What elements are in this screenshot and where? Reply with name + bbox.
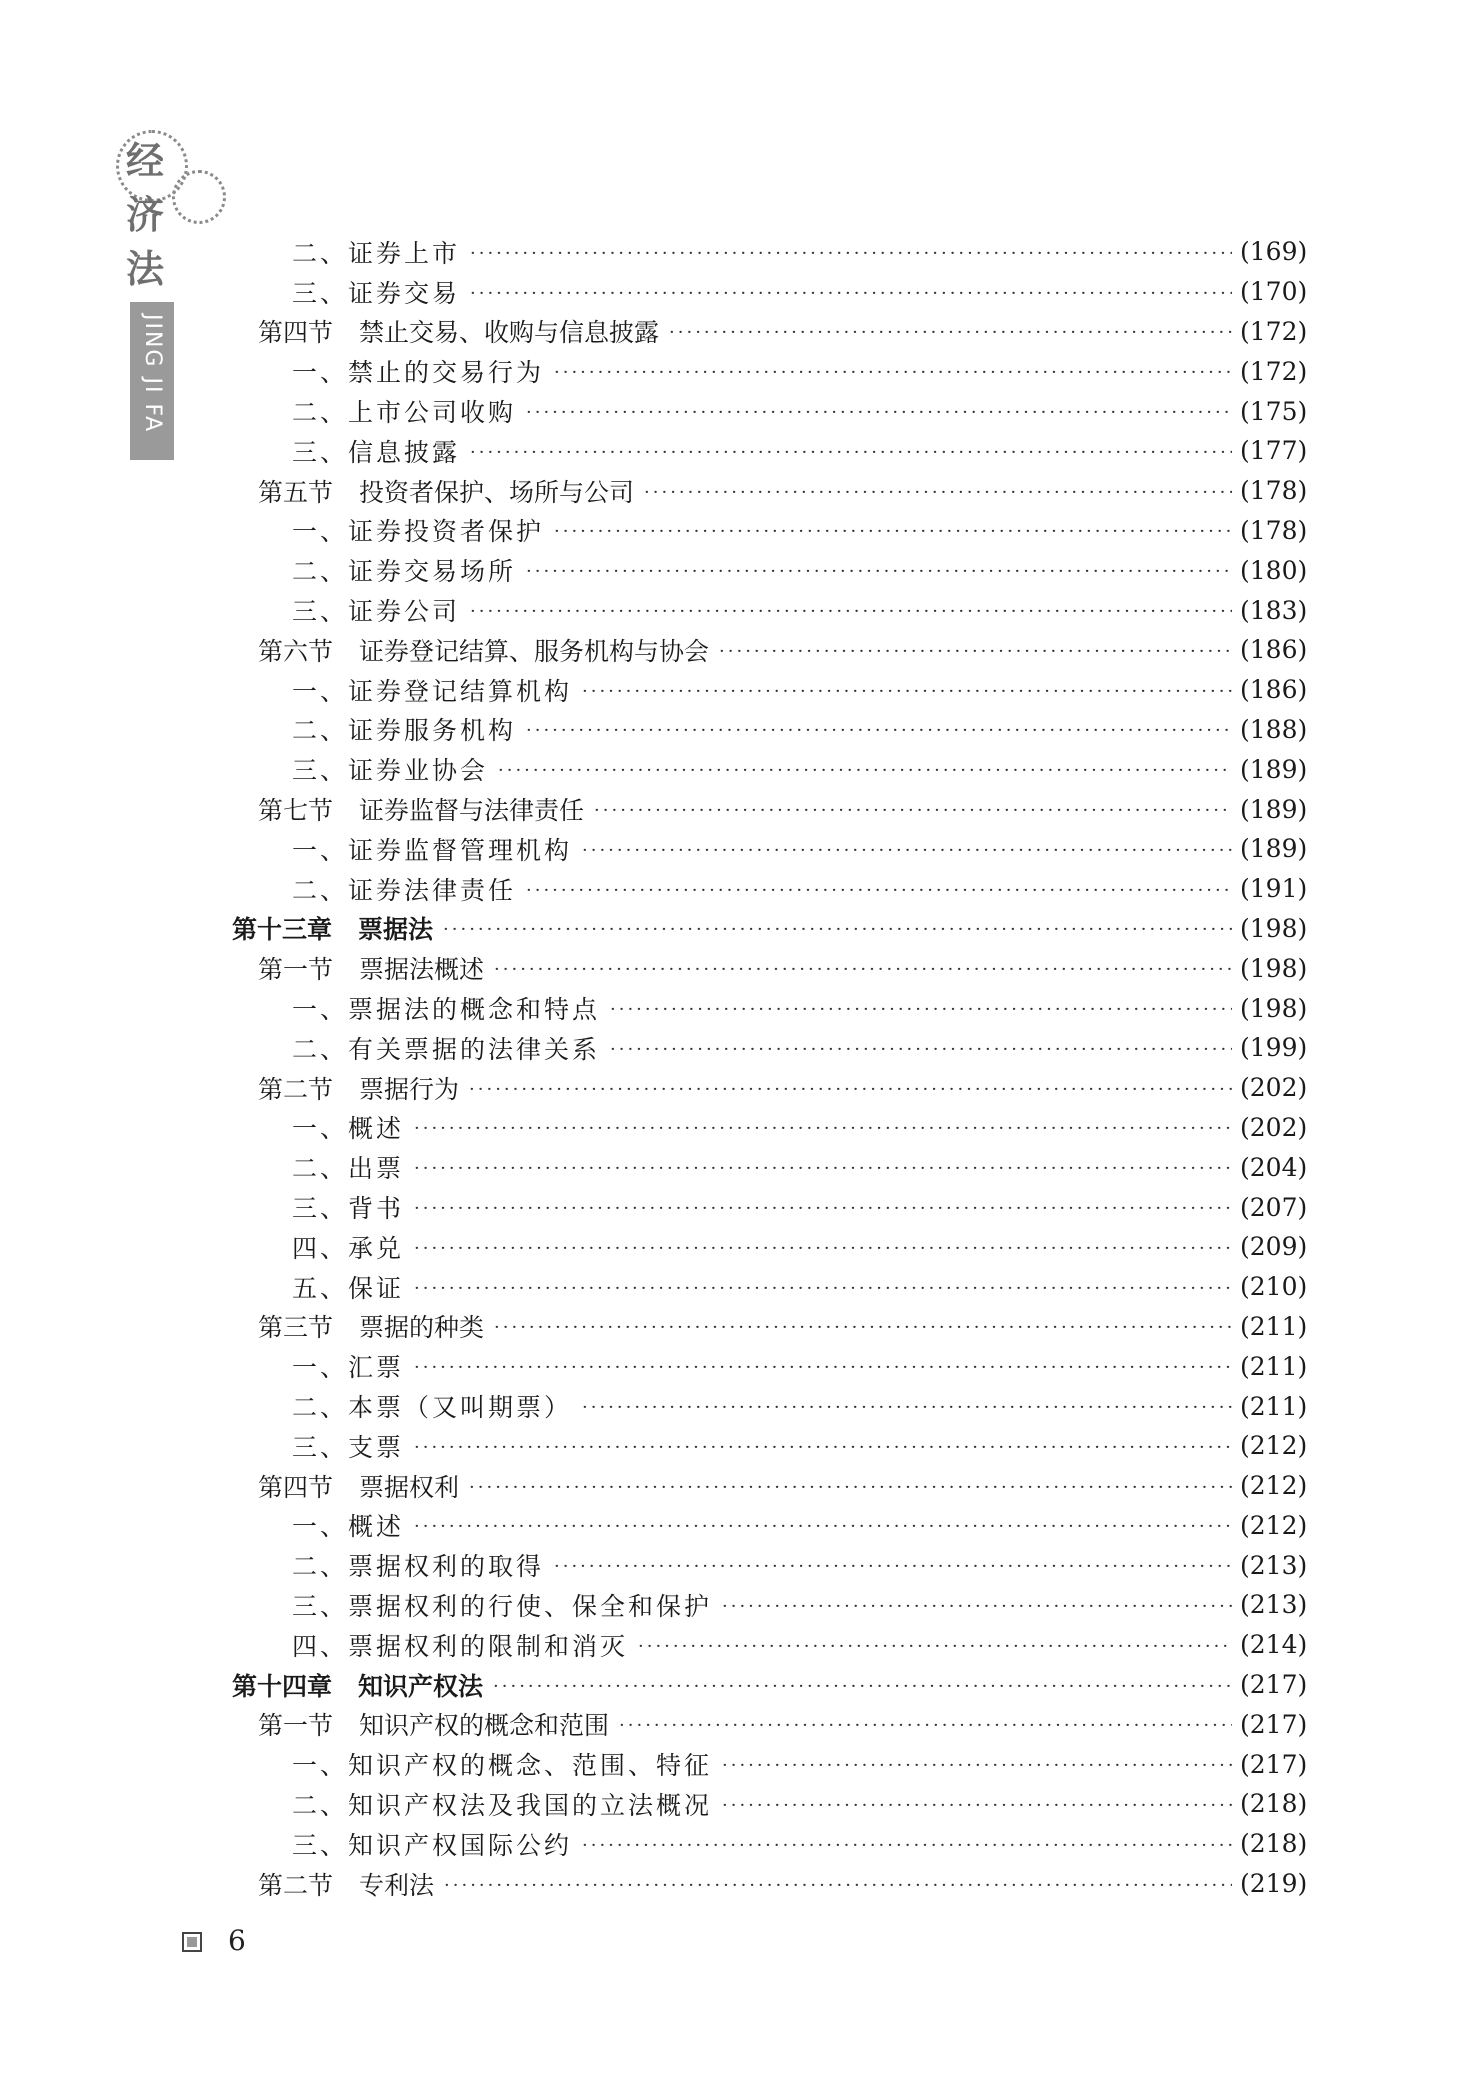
toc-entry-title xyxy=(258,791,594,827)
toc-chapter-row[interactable] xyxy=(0,1665,1318,1705)
dot-leader xyxy=(610,1001,1232,1019)
toc-page-number: (214) xyxy=(1240,1630,1308,1660)
toc-page-number: (183) xyxy=(1240,595,1308,625)
toc-entry-title: 一、证券登记结算机构 xyxy=(292,676,573,706)
toc-entry-title: 三、知识产权国际公约 xyxy=(292,1830,573,1860)
toc-entry-name: 票据权利 xyxy=(359,1472,460,1502)
toc-chapter-row[interactable] xyxy=(0,909,1318,949)
toc-item-row[interactable] xyxy=(0,391,1318,431)
toc-entry-title: 二、本票（又叫期票） xyxy=(292,1393,573,1422)
dotted-circle-icon xyxy=(172,170,226,224)
toc-entry-title: 一、概述 xyxy=(292,1512,405,1542)
dot-leader xyxy=(722,1598,1232,1616)
dot-leader xyxy=(554,1558,1232,1576)
toc-page-number: (219) xyxy=(1240,1869,1308,1899)
toc-entry-title xyxy=(232,910,443,946)
toc-entry-title: 三、证券交易 xyxy=(292,278,461,308)
toc-page-number: (211) xyxy=(1240,1391,1308,1421)
toc-page-number: (198) xyxy=(1240,913,1308,943)
toc-item-row[interactable] xyxy=(0,1346,1318,1386)
toc-entry-title: 四、票据权利的限制和消灭 xyxy=(292,1631,629,1661)
toc-entry-title: 二、证券服务机构 xyxy=(292,716,517,746)
toc-entry-title xyxy=(258,950,494,986)
toc-entry-title xyxy=(258,473,644,509)
toc-page-number: (202) xyxy=(1240,1073,1308,1103)
toc-entry-title: 四、承兑 xyxy=(292,1233,405,1263)
toc-item-row[interactable] xyxy=(0,1426,1318,1466)
toc-entry-number: 第四节 xyxy=(258,1472,334,1502)
toc-entry-title xyxy=(258,1706,619,1742)
toc-page-number: (189) xyxy=(1240,754,1308,784)
page-number: 6 xyxy=(228,1924,246,1957)
toc-section-row[interactable] xyxy=(0,948,1318,988)
toc-entry-title xyxy=(258,1070,469,1106)
toc-entry-title: 一、知识产权的概念、范围、特征 xyxy=(292,1751,713,1781)
toc-entry-name: 票据法 xyxy=(358,915,434,945)
toc-section-row[interactable] xyxy=(0,1704,1318,1744)
dot-leader xyxy=(414,1200,1232,1218)
dot-leader xyxy=(582,842,1232,860)
toc-page-number: (172) xyxy=(1240,316,1308,346)
toc-entry-title: 三、支票 xyxy=(292,1432,405,1462)
dot-leader xyxy=(444,1877,1232,1895)
dot-leader xyxy=(470,285,1232,303)
dot-leader xyxy=(493,1678,1232,1696)
toc-page-number: (213) xyxy=(1240,1590,1308,1620)
toc-page-number: (207) xyxy=(1240,1192,1308,1222)
toc-page-number: (186) xyxy=(1240,675,1308,705)
badge-char: 经 xyxy=(126,139,165,183)
page-marker-icon xyxy=(182,1932,202,1952)
toc-page-number: (169) xyxy=(1240,237,1308,267)
dot-leader xyxy=(469,1479,1232,1497)
toc-entry-title: 一、汇票 xyxy=(292,1353,405,1383)
dot-leader xyxy=(414,1240,1232,1258)
toc-section-row[interactable] xyxy=(0,1466,1318,1506)
toc-entry-number: 第四节 xyxy=(258,318,334,348)
toc-item-row[interactable] xyxy=(0,1625,1318,1665)
dot-leader xyxy=(722,1797,1232,1815)
toc-entry-title xyxy=(258,632,719,668)
toc-item-row[interactable] xyxy=(0,431,1318,471)
toc-item-row[interactable] xyxy=(0,550,1318,590)
toc-entry-name: 投资者保护、场所与公司 xyxy=(359,477,635,507)
toc-page-number: (211) xyxy=(1240,1311,1308,1341)
toc-entry-title xyxy=(258,1468,469,1504)
toc-entry-number: 第二节 xyxy=(258,1074,334,1104)
toc-item-row[interactable] xyxy=(0,1824,1318,1864)
dot-leader xyxy=(526,563,1232,581)
toc-item-row[interactable] xyxy=(0,1108,1318,1148)
toc-item-row[interactable] xyxy=(0,670,1318,710)
toc-page-number: (212) xyxy=(1240,1510,1308,1540)
badge-vertical-text: JING JI FA xyxy=(140,314,165,434)
toc-page-number: (218) xyxy=(1240,1829,1308,1859)
toc-item-row[interactable] xyxy=(0,272,1318,312)
toc-section-row[interactable] xyxy=(0,1068,1318,1108)
toc-entry-number: 第七节 xyxy=(258,796,334,826)
toc-page-number: (202) xyxy=(1240,1112,1308,1142)
toc-item-row[interactable] xyxy=(0,1147,1318,1187)
toc-page-number: (178) xyxy=(1240,476,1308,506)
toc-entry-title: 三、票据权利的行使、保全和保护 xyxy=(292,1591,713,1621)
dot-leader xyxy=(494,1319,1232,1337)
dot-leader xyxy=(644,484,1232,502)
toc-item-row[interactable] xyxy=(0,1545,1318,1585)
dot-leader xyxy=(414,1439,1232,1457)
toc-page-number: (189) xyxy=(1240,834,1308,864)
toc-entry-title: 二、出票 xyxy=(292,1154,405,1184)
dot-leader xyxy=(526,722,1232,740)
toc-entry-number: 第一节 xyxy=(258,955,334,985)
toc-page-number: (170) xyxy=(1240,277,1308,307)
toc-entry-number: 第三节 xyxy=(258,1313,334,1343)
toc-section-row[interactable] xyxy=(0,630,1318,670)
dot-leader xyxy=(470,444,1232,462)
toc-entry-title: 三、信息披露 xyxy=(292,437,461,467)
toc-item-row[interactable] xyxy=(0,988,1318,1028)
toc-page-number: (210) xyxy=(1240,1272,1308,1302)
toc-page-number: (198) xyxy=(1240,953,1308,983)
toc-entry-title xyxy=(258,1866,444,1902)
toc-entry-title: 二、证券法律责任 xyxy=(292,875,517,905)
toc-entry-number: 第一节 xyxy=(258,1711,334,1741)
dot-leader xyxy=(414,1120,1232,1138)
toc-page-number: (191) xyxy=(1240,874,1308,904)
toc-entry-name: 知识产权的概念和范围 xyxy=(359,1711,610,1741)
toc-entry-name: 知识产权法 xyxy=(358,1671,484,1701)
toc-entry-name: 票据法概述 xyxy=(359,955,485,985)
toc-entry-title: 一、概述 xyxy=(292,1114,405,1144)
dot-leader xyxy=(638,1638,1232,1656)
toc-entry-name: 票据行为 xyxy=(359,1074,460,1104)
toc-entry-title: 三、证券公司 xyxy=(292,597,461,627)
toc-entry-title: 二、知识产权法及我国的立法概况 xyxy=(292,1790,713,1820)
toc-entry-number: 第六节 xyxy=(258,636,334,666)
toc-page-number: (175) xyxy=(1240,396,1308,426)
dot-leader xyxy=(470,245,1232,263)
toc-page-number: (212) xyxy=(1240,1431,1308,1461)
toc-item-row[interactable] xyxy=(0,1386,1318,1426)
toc-entry-title: 二、证券上市 xyxy=(292,238,461,268)
toc-entry-title: 三、证券业协会 xyxy=(292,756,489,786)
dot-leader xyxy=(498,762,1232,780)
toc-page-number: (198) xyxy=(1240,993,1308,1023)
toc-page-number: (180) xyxy=(1240,555,1308,585)
toc-page-number: (217) xyxy=(1240,1670,1308,1700)
toc-entry-name: 票据的种类 xyxy=(359,1313,485,1343)
toc-entry-title: 一、证券投资者保护 xyxy=(292,517,545,547)
toc-section-row[interactable] xyxy=(0,312,1318,352)
dot-leader xyxy=(494,961,1232,979)
toc-entry-number: 第十三章 xyxy=(232,915,333,945)
toc-page-number: (217) xyxy=(1240,1749,1308,1779)
dot-leader xyxy=(582,683,1232,701)
toc-page-number: (211) xyxy=(1240,1351,1308,1381)
toc-entry-name: 专利法 xyxy=(359,1870,435,1900)
toc-section-row[interactable] xyxy=(0,789,1318,829)
toc-section-row[interactable] xyxy=(0,1307,1318,1347)
badge-char: 法 xyxy=(126,247,165,291)
toc-entry-number: 第二节 xyxy=(258,1870,334,1900)
dot-leader xyxy=(619,1717,1232,1735)
dot-leader xyxy=(469,1081,1232,1099)
dot-leader xyxy=(414,1160,1232,1178)
dot-leader xyxy=(470,603,1232,621)
toc-item-row[interactable] xyxy=(0,749,1318,789)
toc-page-number: (212) xyxy=(1240,1471,1308,1501)
toc-item-row[interactable] xyxy=(0,869,1318,909)
toc-entry-title: 二、证券交易场所 xyxy=(292,557,517,587)
toc-page-number: (188) xyxy=(1240,714,1308,744)
toc-item-row[interactable] xyxy=(0,232,1318,272)
toc-item-row[interactable] xyxy=(0,829,1318,869)
toc-page-number: (199) xyxy=(1240,1033,1308,1063)
dot-leader xyxy=(414,1280,1232,1298)
toc-page-number: (189) xyxy=(1240,794,1308,824)
toc-item-row[interactable] xyxy=(0,351,1318,391)
dot-leader xyxy=(582,1837,1232,1855)
toc-entry-title xyxy=(232,1667,493,1703)
dot-leader xyxy=(526,404,1232,422)
toc-page-number: (217) xyxy=(1240,1709,1308,1739)
dot-leader xyxy=(554,364,1232,382)
toc-page-number: (186) xyxy=(1240,635,1308,665)
toc-entry-title: 一、禁止的交易行为 xyxy=(292,358,545,388)
toc-entry-name: 证券监督与法律责任 xyxy=(359,796,585,826)
toc-entry-number: 第十四章 xyxy=(232,1671,333,1701)
toc-item-row[interactable] xyxy=(0,710,1318,750)
toc-item-row[interactable] xyxy=(0,1187,1318,1227)
toc-entry-title: 三、背书 xyxy=(292,1194,405,1224)
toc-entry-title xyxy=(258,313,669,349)
toc-page-number: (213) xyxy=(1240,1550,1308,1580)
dot-leader xyxy=(554,523,1232,541)
toc-page-number: (177) xyxy=(1240,436,1308,466)
dot-leader xyxy=(594,802,1232,820)
toc-item-row[interactable] xyxy=(0,590,1318,630)
toc-entry-title: 二、上市公司收购 xyxy=(292,398,517,428)
dot-leader xyxy=(582,1399,1232,1417)
toc-entry-title: 五、保证 xyxy=(292,1273,405,1303)
toc-page-number: (204) xyxy=(1240,1152,1308,1182)
toc-entry-title: 一、票据法的概念和特点 xyxy=(292,995,601,1025)
toc-item-row[interactable] xyxy=(0,1585,1318,1625)
toc-entry-name: 证券登记结算、服务机构与协会 xyxy=(359,636,710,666)
toc-entry-title: 二、票据权利的取得 xyxy=(292,1552,545,1582)
toc-page-number: (209) xyxy=(1240,1232,1308,1262)
dot-leader xyxy=(669,324,1232,342)
toc-page-number: (218) xyxy=(1240,1789,1308,1819)
toc-item-row[interactable] xyxy=(0,1227,1318,1267)
dot-leader xyxy=(414,1359,1232,1377)
table-of-contents xyxy=(0,232,1480,1903)
dot-leader xyxy=(719,643,1232,661)
toc-item-row[interactable] xyxy=(0,1744,1318,1784)
toc-item-row[interactable] xyxy=(0,1506,1318,1546)
toc-entry-title: 二、有关票据的法律关系 xyxy=(292,1034,601,1064)
dot-leader xyxy=(414,1518,1232,1536)
toc-item-row[interactable] xyxy=(0,1784,1318,1824)
badge-char: 济 xyxy=(126,193,165,237)
toc-entry-title: 一、证券监督管理机构 xyxy=(292,835,573,865)
toc-page-number: (178) xyxy=(1240,515,1308,545)
dot-leader xyxy=(610,1041,1232,1059)
dot-leader xyxy=(526,882,1232,900)
dot-leader xyxy=(443,921,1232,939)
toc-section-row[interactable] xyxy=(0,1864,1318,1904)
toc-item-row[interactable] xyxy=(0,1267,1318,1307)
toc-entry-title xyxy=(258,1308,494,1344)
toc-item-row[interactable] xyxy=(0,511,1318,551)
toc-entry-name: 禁止交易、收购与信息披露 xyxy=(359,318,660,348)
toc-entry-number: 第五节 xyxy=(258,477,334,507)
toc-page-number: (172) xyxy=(1240,356,1308,386)
toc-section-row[interactable] xyxy=(0,471,1318,511)
toc-item-row[interactable] xyxy=(0,1028,1318,1068)
dot-leader xyxy=(722,1757,1232,1775)
